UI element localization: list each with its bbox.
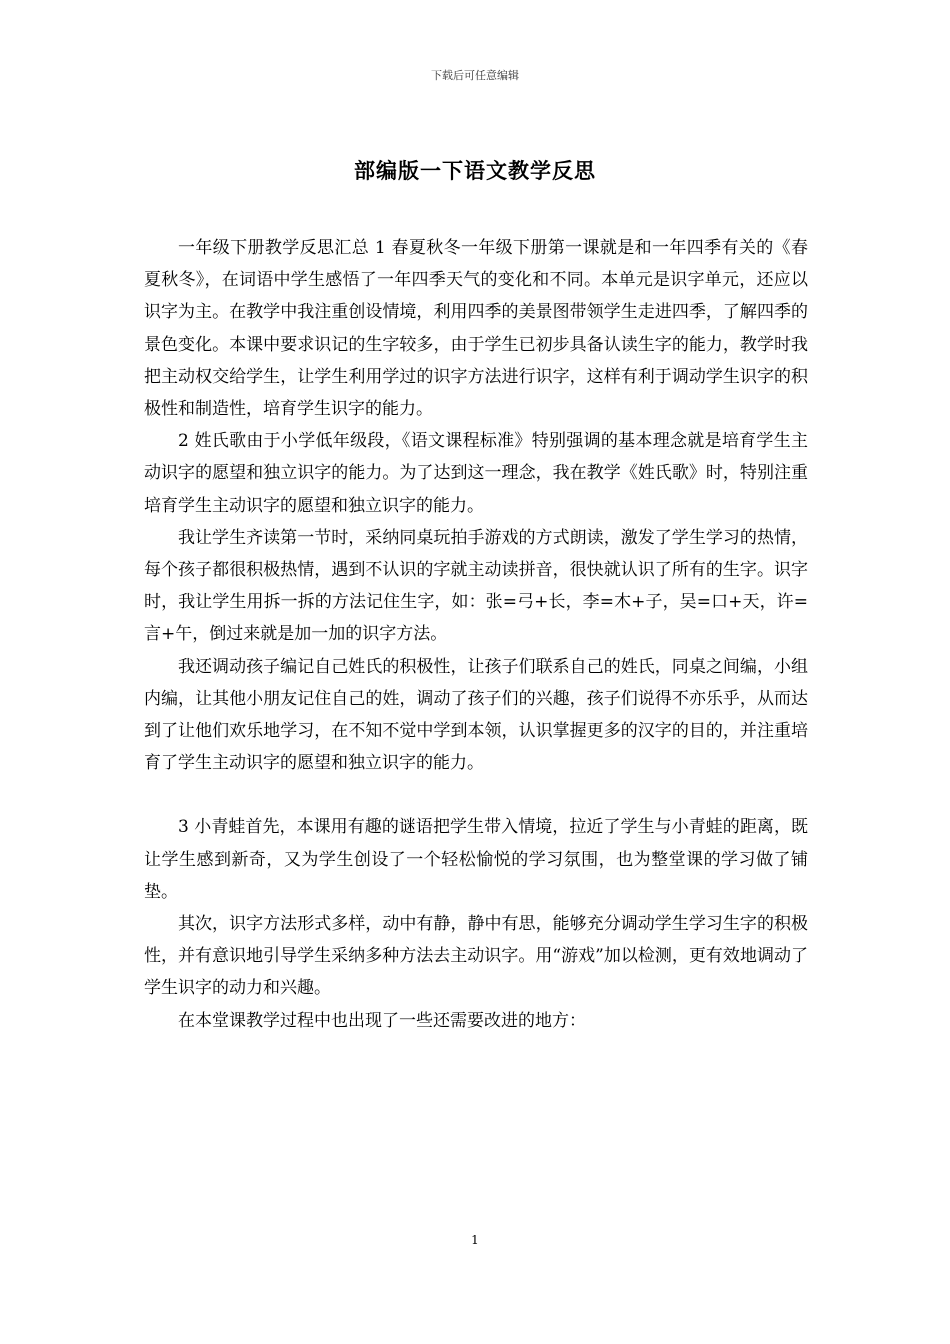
paragraph-methods: 其次，识字方法形式多样，动中有静，静中有思，能够充分调动学生学习生字的积极性，并有意识地引导学生采纳多种方法去主动识字。用“游戏”加以检测，更有效地调动了学生识字的动力和兴趣。 (144, 914, 808, 999)
page-header-note: 下载后可任意编辑 (431, 69, 519, 82)
document-body (144, 232, 808, 1037)
paragraph-spring-summer: 一年级下册教学反思汇总 1 春夏秋冬一年级下册第一课就是和一年四季有关的《春夏秋冬》，在词语中学生感悟了一年四季天气的变化和不同。本单元是识字单元，还应以识字为主。在教学中我注重创设情境，利用四季的美景图带领学生走进四季，了解四季的景色变化。本课中要求识记的生字较多，由于学生已初步具备认读生字的能力，教学时我把主动权交给学生，让学生利用学过的识字方法进行识字，这样有利于调动学生识字的积极性和制造性，培育学生识字的能力。 (144, 238, 808, 420)
paragraph-surname-song: 2 姓氏歌由于小学低年级段，《语文课程标准》特别强调的基本理念就是培育学生主动识字的愿望和独立识字的能力。为了达到这一理念，我在教学《姓氏歌》时，特别注重培育学生主动识字的愿望和独立识字的能力。 (144, 431, 808, 516)
paragraph-improvements: 在本堂课教学过程中也出现了一些还需要改进的地方： (178, 1010, 586, 1031)
paragraph-clapping-game: 我让学生齐读第一节时，采纳同桌玩拍手游戏的方式朗读，激发了学生学习的热情，每个孩子都很积极热情，遇到不认识的字就主动读拼音，很快就认识了所有的生字。识字时，我让学生用拆一拆的方法记住生字，如：张=弓+长，李=木+子，吴=口+天，许=言+午，倒过来就是加一加的识字方法。 (144, 527, 808, 645)
paragraph-little-frog: 3 小青蛙首先，本课用有趣的谜语把学生带入情境，拉近了学生与小青蛙的距离，既让学生感到新奇，又为学生创设了一个轻松愉悦的学习氛围，也为整堂课的学习做了铺垫。 (144, 817, 808, 902)
page-number: 1 (471, 1233, 479, 1247)
document-title: 部编版一下语文教学反思 (354, 158, 596, 183)
paragraph-surname-motivation: 我还调动孩子编记自己姓氏的积极性，让孩子们联系自己的姓氏，同桌之间编，小组内编，让其他小朋友记住自己的姓，调动了孩子们的兴趣，孩子们说得不亦乐乎，从而达到了让他们欢乐地学习，在不知不觉中学到本领，认识掌握更多的汉字的目的，并注重培育了学生主动识字的愿望和独立识字的能力。 (144, 656, 808, 774)
